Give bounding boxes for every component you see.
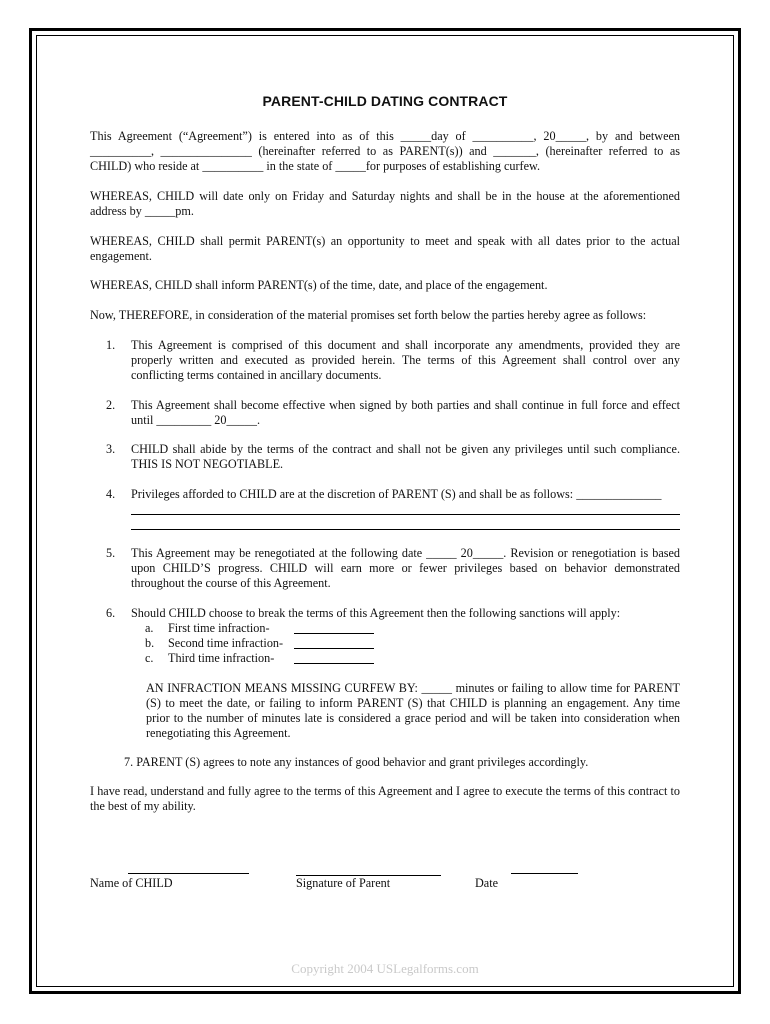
sanction-label: Second time infraction- bbox=[168, 636, 284, 650]
document-title: PARENT-CHILD DATING CONTRACT bbox=[262, 93, 508, 109]
clause-number: 6. bbox=[106, 606, 116, 620]
sanction-letter: b. bbox=[145, 636, 155, 650]
whereas-meet-dates: WHEREAS, CHILD shall permit PARENT(s) an opportunity to meet and speak with all dates prior to the actual engagement. bbox=[90, 234, 680, 263]
sanction-letter: a. bbox=[145, 621, 154, 635]
clause-number: 2. bbox=[106, 398, 116, 412]
infraction-note: AN INFRACTION MEANS MISSING CURFEW BY: _____ minutes or failing to allow time for PARENT (S) to meet the date, or failing to inform PARENT (S) that CHILD is planning an engagement. Any time prior to the number of minutes late is considered a grace period and will be taken into consideration when renegotiating this Agreement. bbox=[146, 681, 680, 740]
sanction-label: First time infraction- bbox=[168, 621, 270, 635]
clause-number: 5. bbox=[106, 546, 116, 560]
clause-number: 1. bbox=[106, 338, 116, 352]
whereas-inform: WHEREAS, CHILD shall inform PARENT(s) of the time, date, and place of the engagement. bbox=[90, 278, 548, 292]
clause-text: This Agreement is comprised of this document and shall incorporate any amendments, provided they are properly written and executed as provided herein. The terms of this Agreement shall control over any conflicting terms contained in ancillary documents. bbox=[131, 338, 680, 382]
privileges-line bbox=[131, 514, 680, 515]
clause-number: 3. bbox=[106, 442, 116, 456]
clause-number: 4. bbox=[106, 487, 116, 501]
therefore-clause: Now, THEREFORE, in consideration of the material promises set forth below the parties hereby agree as follows: bbox=[90, 308, 647, 322]
clause-text: Should CHILD choose to break the terms of this Agreement then the following sanctions will apply: bbox=[131, 606, 621, 620]
sanction-blank bbox=[294, 648, 374, 649]
clause-7: 7. PARENT (S) agrees to note any instances of good behavior and grant privileges accordingly. bbox=[124, 755, 589, 769]
date-label: Date bbox=[475, 876, 499, 890]
date-line bbox=[511, 873, 578, 874]
parent-signature-label: Signature of Parent bbox=[296, 876, 391, 890]
clause-text: Privileges afforded to CHILD are at the discretion of PARENT (S) and shall be as follows: ______________ bbox=[131, 487, 662, 501]
sanction-blank bbox=[294, 663, 374, 664]
copyright-watermark: Copyright 2004 USLegalforms.com bbox=[291, 961, 479, 976]
privileges-line bbox=[131, 529, 680, 530]
child-signature-line bbox=[128, 873, 249, 874]
closing-statement: I have read, understand and fully agree to the terms of this Agreement and I agree to execute the terms of this contract to the best of my ability. bbox=[90, 784, 680, 813]
whereas-curfew: WHEREAS, CHILD will date only on Friday and Saturday nights and shall be in the house at the aforementioned address by _____pm. bbox=[90, 189, 680, 218]
sanction-blank bbox=[294, 633, 374, 634]
child-name-label: Name of CHILD bbox=[90, 876, 173, 890]
sanction-label: Third time infraction- bbox=[168, 651, 275, 665]
sanction-letter: c. bbox=[145, 651, 154, 665]
clause-text: CHILD shall abide by the terms of the contract and shall not be given any privileges until such compliance. THIS IS NOT NEGOTIABLE. bbox=[131, 442, 680, 471]
clause-text: This Agreement shall become effective when signed by both parties and shall continue in full force and effect until _________ 20_____. bbox=[131, 398, 680, 427]
clause-text: This Agreement may be renegotiated at the following date _____ 20_____. Revision or renegotiation is based upon CHILD’S progress. CHILD will earn more or fewer privileges based on behavior demonstrated throughout the course of this Agreement. bbox=[131, 546, 680, 590]
inner-border bbox=[36, 35, 734, 987]
intro-paragraph: This Agreement (“Agreement”) is entered into as of this _____day of __________, 20_____, by and between __________, _______________ (hereinafter referred to as PARENT(s)) and _______, (hereinafter referred to as CHILD) who reside at __________ in the state of _____for purposes of establishing curfew. bbox=[90, 129, 680, 173]
